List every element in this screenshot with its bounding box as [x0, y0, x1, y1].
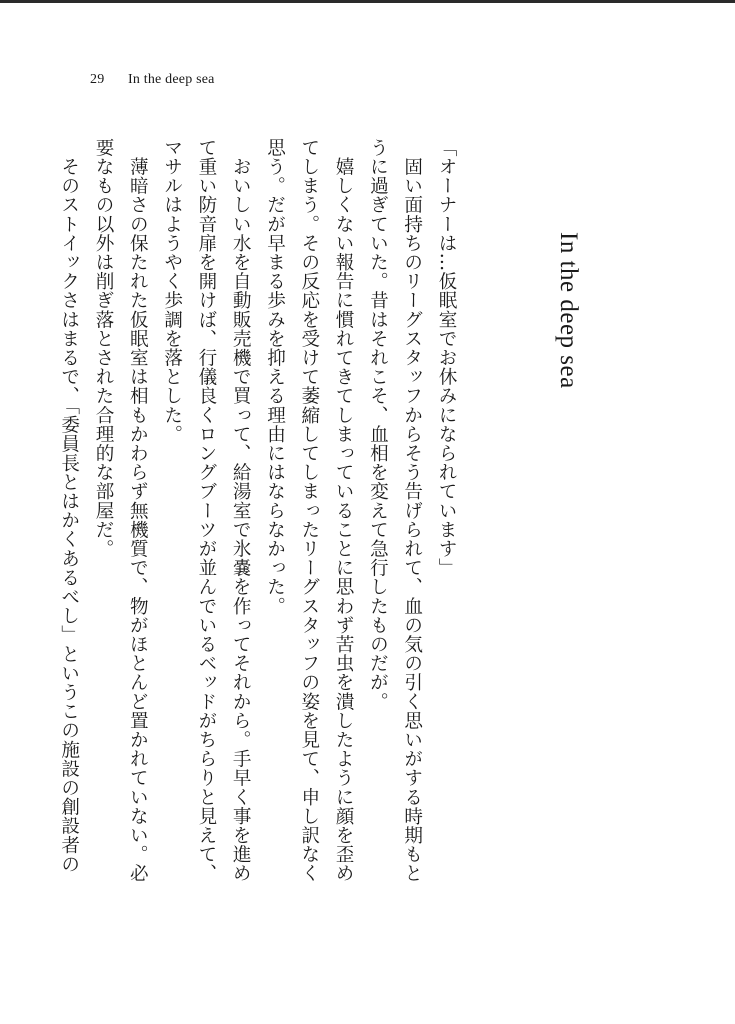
text-line: てしまう。その反応を受けて萎縮してしまったリーグスタッフの姿を見て、申し訳なく [298, 138, 320, 883]
paragraph [257, 138, 360, 918]
paragraph [154, 138, 257, 918]
text-line: うに過ぎていた。昔はそれこそ、血相を変えて急行したものだが。 [367, 138, 389, 711]
text-line: 思う。だが早まる歩みを抑える理由にはならなかった。 [264, 138, 286, 616]
body-text [51, 138, 463, 918]
paragraph [360, 138, 429, 918]
paragraph [51, 138, 85, 918]
running-header [90, 72, 215, 88]
text-line: 固い面持ちのリーグスタッフからそう告げられて、血の気の引く思いがする時期もと [401, 138, 423, 883]
text-line: 薄暗さの保たれた仮眠室は相もかわらず無機質で、物がほとんど置かれていない。必 [127, 138, 149, 883]
top-border-rule [0, 0, 735, 3]
text-line: マサルはようやく歩調を落とした。 [161, 138, 183, 444]
chapter-title: In the deep sea [555, 232, 582, 389]
text-line: て重い防音扉を開けば、行儀良くロングブーツが並んでいるベッドがちらりと見えて、 [195, 138, 217, 883]
text-line: おいしい水を自動販売機で買って、給湯室で氷嚢を作ってそれから。手早く事を進め [230, 138, 252, 883]
paragraph [429, 138, 463, 918]
page-number: 29 [90, 72, 105, 87]
paragraph [86, 138, 155, 918]
text-line: 嬉しくない報告に慣れてきてしまっていることに思わず苦虫を潰したように顔を歪め [333, 138, 355, 883]
text-line: そのストイックさはまるで、「委員長とはかくあるべし」というこの施設の創設者の [58, 138, 80, 874]
text-line: 「オーナーは…仮眠室でお休みになられています」 [436, 138, 457, 578]
running-title: In the deep sea [128, 72, 215, 87]
text-line: 要なもの以外は削ぎ落とされた合理的な部屋だ。 [93, 138, 115, 559]
